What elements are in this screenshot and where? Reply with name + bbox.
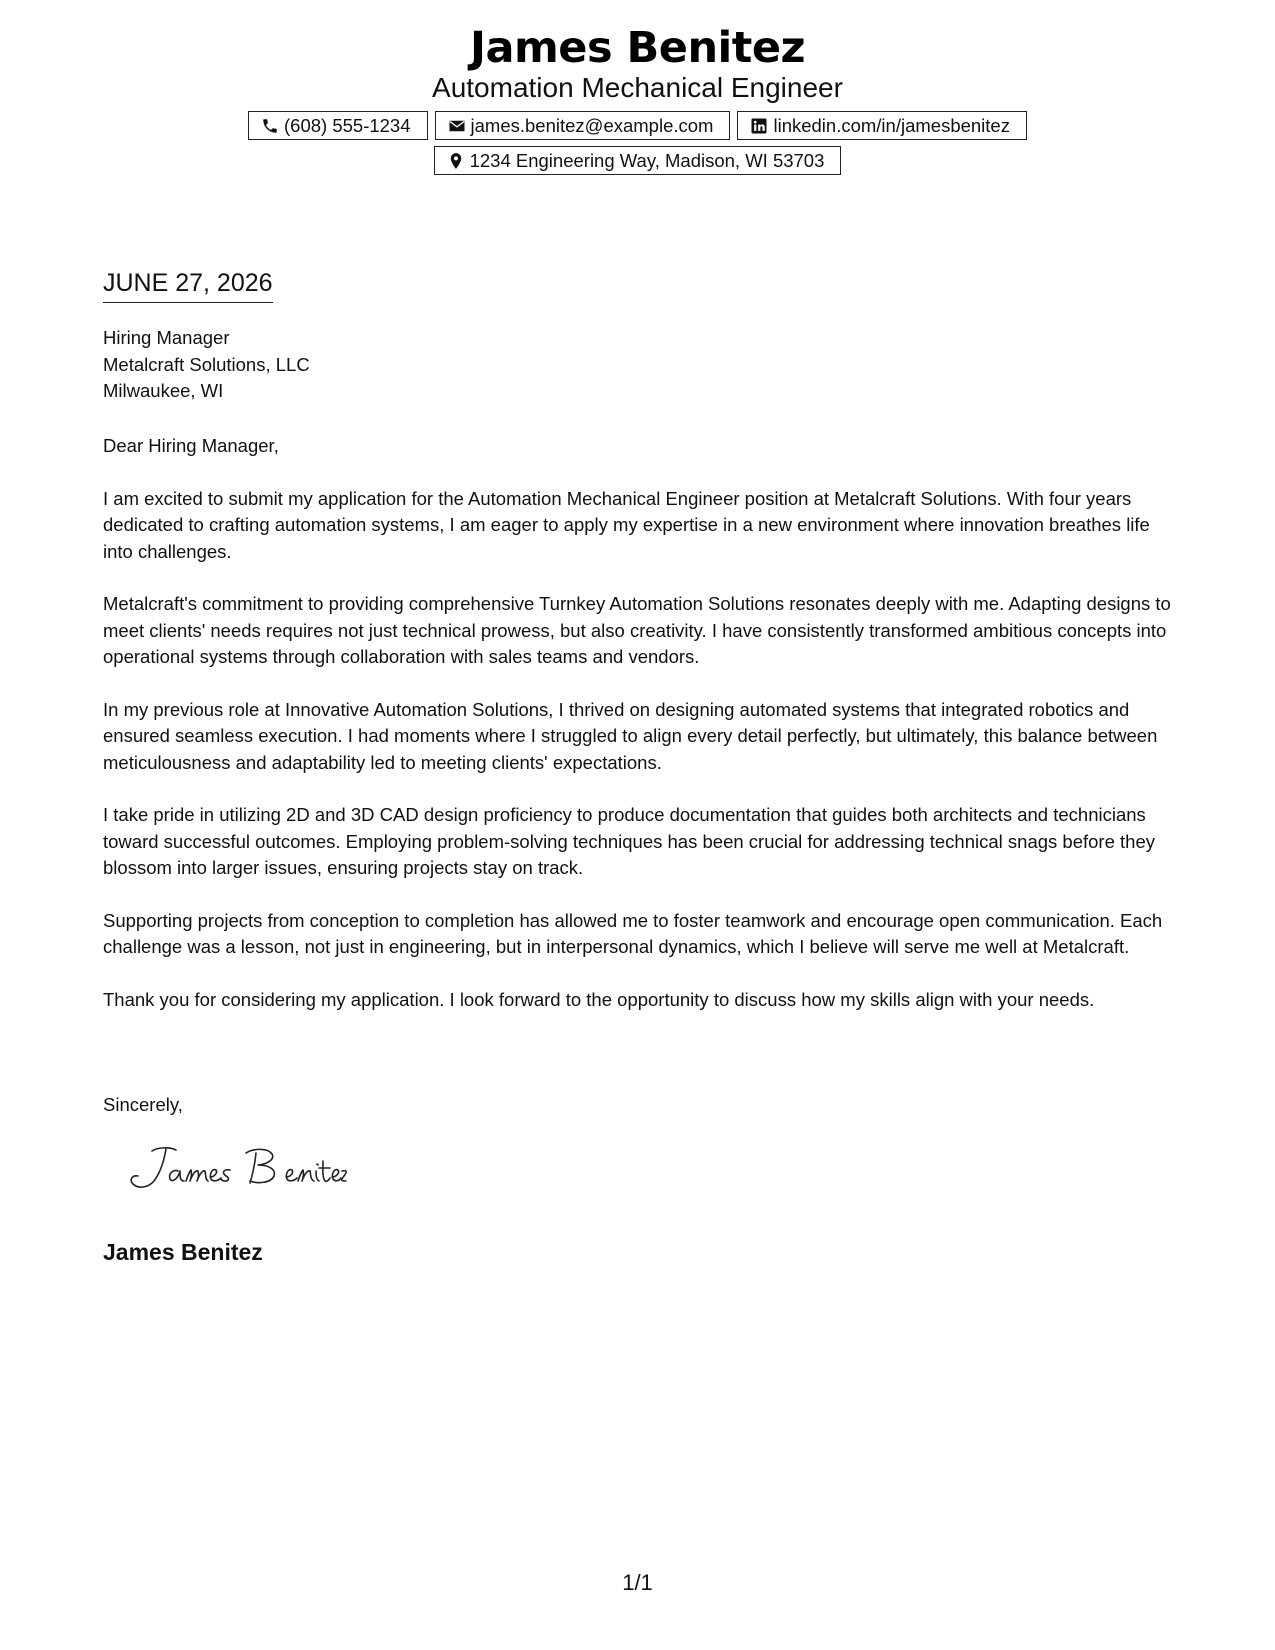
letter-header [0, 22, 1275, 175]
salutation: Dear Hiring Manager, [103, 435, 279, 456]
recipient-name: Hiring Manager [103, 327, 230, 348]
address-contact [434, 146, 842, 175]
body-paragraph: I take pride in utilizing 2D and 3D CAD design proficiency to produce documentation that guides both architects and technicians toward successful outcomes. Employing problem-solving techniques has been crucial for addressing technical snags before they blossom into larger issues, ensuring projects stay on track. [103, 804, 1155, 878]
body-paragraph: I am excited to submit my application for the Automation Mechanical Engineer position at Metalcraft Solutions. With four years dedicated to crafting automation systems, I am eager to apply my expertise in a new environment where innovation breathes life into challenges. [103, 487, 1150, 562]
handwritten-signature [118, 1143, 348, 1195]
phone-text: (608) 555-1234 [284, 114, 411, 136]
body-paragraph: In my previous role at Innovative Automation Solutions, I thrived on designing automated systems that integrated robotics and ensured seamless execution. I had moments where I struggled to align every detail perfectly, but ultimately, this balance between meticulousness and adaptability led to meeting clients' expectations. [103, 698, 1158, 773]
applicant-title: Automation Mechanical Engineer [432, 72, 843, 103]
email-contact[interactable] [435, 111, 731, 140]
contact-row [0, 111, 1275, 140]
linkedin-icon [750, 117, 768, 135]
letter-body [103, 433, 1178, 1039]
linkedin-contact[interactable] [737, 111, 1027, 140]
email-text: james.benitez@example.com [470, 114, 714, 136]
signer-name: James Benitez [103, 1239, 263, 1265]
recipient-location: Milwaukee, WI [103, 380, 224, 401]
page-number: 1/1 [622, 1570, 653, 1595]
address-text: 1234 Engineering Way, Madison, WI 53703 [469, 149, 825, 171]
linkedin-text: linkedin.com/in/jamesbenitez [773, 114, 1010, 136]
contact-row [0, 146, 1275, 175]
closing: Sincerely, [103, 1094, 183, 1115]
body-paragraph: Metalcraft's commitment to providing comprehensive Turnkey Automation Solutions resonates deeply with me. Adapting designs to meet clients' needs requires not just technical prowess, but also creativity. I have consistently transformed ambitious concepts into operational systems through collaboration with sales teams and vendors. [103, 593, 1171, 667]
applicant-name: James Benitez [469, 23, 806, 73]
phone-icon [261, 117, 279, 135]
phone-contact[interactable] [248, 111, 428, 140]
map-pin-icon [447, 152, 465, 170]
envelope-icon [448, 117, 466, 135]
recipient-block [103, 325, 310, 405]
recipient-company: Metalcraft Solutions, LLC [103, 353, 310, 375]
letter-date: JUNE 27, 2026 [103, 268, 273, 303]
body-paragraph: Supporting projects from conception to completion has allowed me to foster teamwork and encourage open communication. Each challenge was a lesson, not just in engineering, but in interpersonal dynamics, which I believe will serve me well at Metalcraft. [103, 909, 1163, 957]
body-paragraph: Thank you for considering my application. I look forward to the opportunity to discuss how my skills align with your needs. [103, 988, 1095, 1010]
